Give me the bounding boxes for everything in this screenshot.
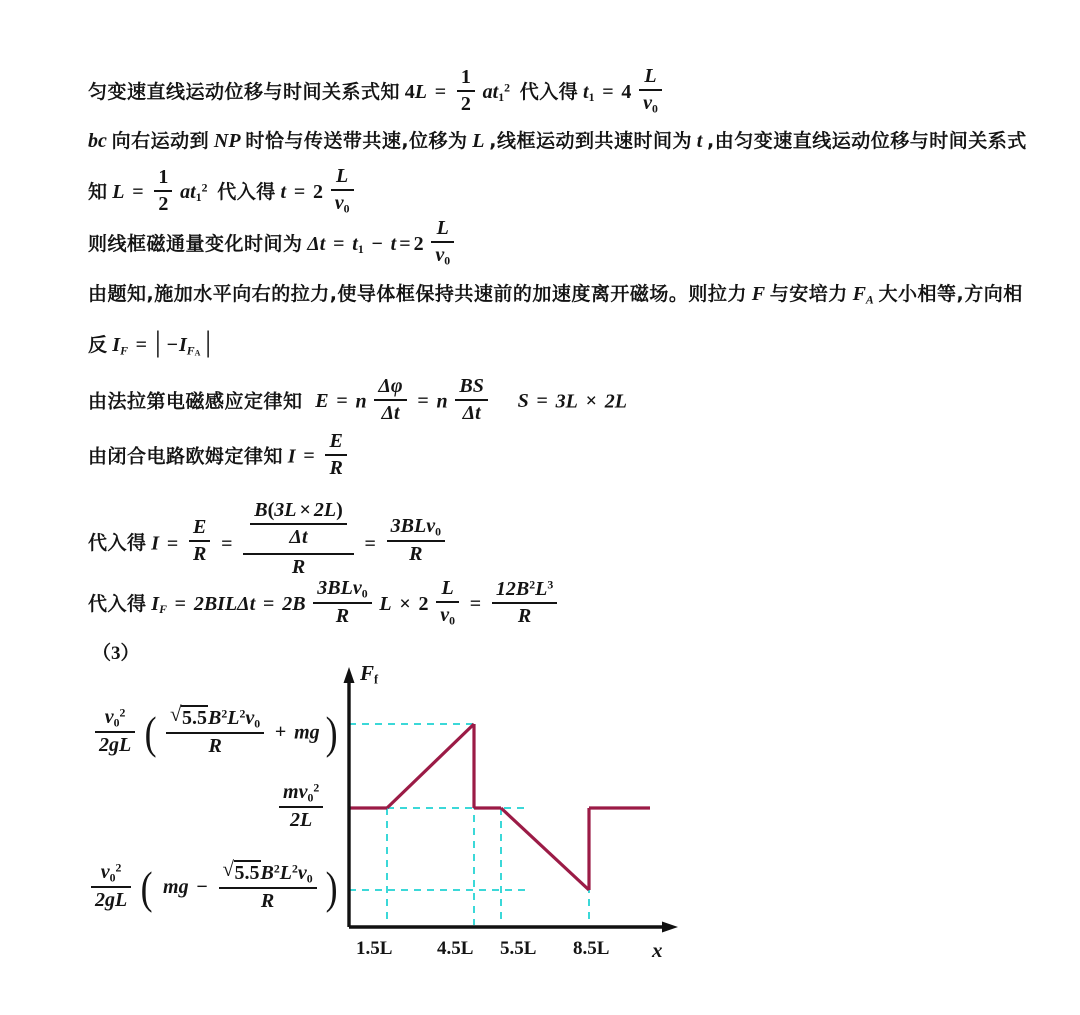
line10-f1-num — [313, 577, 371, 604]
line4-t1-sub: 1 — [357, 243, 364, 257]
line9-equals-2: = — [221, 532, 233, 555]
line10-equals-1: = — [174, 592, 187, 615]
line9-equals-3: = — [364, 532, 376, 555]
y-axis-title — [360, 661, 378, 688]
line8-den: R — [329, 457, 343, 480]
line10-IF-sub: F — [159, 603, 167, 617]
line1-text-mid: 代入得 — [519, 80, 579, 103]
line10-L-v0-fraction — [436, 577, 459, 628]
line7-fr2-num: BS — [455, 375, 487, 401]
y-low-B-sup: 2 — [273, 862, 280, 876]
line1-Lv0-fraction — [639, 65, 662, 116]
line7-equals-1: = — [336, 390, 348, 413]
line3-text-zhi: 知 — [88, 180, 108, 203]
line5-text-2: 与安培力 — [769, 283, 848, 305]
line7-E: E — [315, 390, 329, 413]
line7-n1: n — [355, 390, 367, 413]
line7-fr1-num: Δφ — [374, 375, 406, 401]
y-high-inner-den: R — [208, 735, 222, 757]
line1-fr-den-sub: 0 — [652, 102, 658, 116]
line6-minus: − — [166, 334, 178, 356]
line9-E-R-fraction — [189, 516, 210, 566]
line10-f2-den-sub: 0 — [449, 614, 456, 628]
line9-inner-2L: 2L — [313, 499, 337, 522]
y-high-outer-den: 2gL — [99, 733, 132, 756]
y-high-inner-fraction — [166, 704, 264, 758]
line3-equals-2: = — [293, 180, 306, 203]
line9-inner-paren-l: ( — [267, 499, 275, 522]
line2-NP: NP — [213, 130, 241, 152]
y-high-plus: + — [274, 721, 287, 744]
line1-fr-den — [639, 91, 662, 116]
line10-f1-num-text: 3BLv — [317, 577, 362, 600]
line9-inner-3L: 3L — [274, 499, 297, 522]
line8-equals: = — [303, 445, 315, 468]
line1-half-num: 1 — [457, 66, 475, 92]
line7-n2: n — [436, 390, 448, 413]
line7-BS-dt-fraction — [455, 375, 487, 425]
line1-t-sup: 2 — [504, 81, 510, 95]
y-low-inner-den: R — [260, 890, 275, 912]
line3-L: L — [112, 180, 125, 203]
y-high-radical — [170, 704, 208, 730]
y-high-outer-num — [95, 706, 135, 733]
line1-t-sub: 1 — [498, 91, 505, 105]
equation-line-7 — [88, 375, 628, 428]
line5-FA-sub: A — [865, 293, 874, 307]
line7-times: × — [585, 390, 598, 413]
line7-dphi-dt-fraction — [374, 375, 406, 425]
line4-text: 则线框磁通量变化时间为 — [88, 232, 303, 255]
line6-abs-bar-left: | — [154, 325, 161, 358]
line6-IFA-sub2: A — [194, 348, 201, 358]
line7-fr1-den: Δt — [381, 402, 400, 425]
line9-inner-fraction — [250, 499, 347, 549]
y-mid-v-sup: 2 — [313, 781, 320, 795]
line7-fr2-den: Δt — [462, 402, 481, 425]
y-mid-fraction — [279, 781, 323, 832]
line10-2B: 2B — [282, 592, 306, 615]
y-high-rad-value: 5.5 — [182, 707, 208, 730]
line9-I: I — [151, 532, 160, 555]
force-vs-displacement-graph — [330, 655, 690, 985]
line6-equals: = — [135, 334, 148, 356]
line7-3L: 3L — [555, 390, 578, 413]
curve-seg-falling — [501, 808, 589, 890]
y-low-v-sup: 2 — [115, 861, 122, 875]
y-high-inner-num — [166, 704, 264, 734]
y-low-radical — [223, 859, 261, 885]
line10-f3-B-sup: 2 — [529, 578, 536, 592]
y-high-v2-sub: 0 — [254, 717, 261, 731]
line1-half-den: 2 — [460, 92, 471, 115]
line7-equals-3: = — [536, 390, 548, 413]
y-mid-v-sub: 0 — [307, 791, 314, 805]
y-axis-arrow — [344, 667, 355, 683]
y-mid-den: 2L — [290, 809, 313, 831]
y-high-outer-fraction — [95, 706, 135, 757]
line10-f2-den-v: v — [440, 604, 450, 627]
line1-coefficient: 4 — [404, 80, 415, 103]
y-axis-title-base: F — [360, 661, 375, 685]
line9-equals-1: = — [166, 532, 179, 555]
y-label-high — [92, 707, 340, 761]
line1-four: 4 — [621, 80, 632, 103]
line10-f1-num-sub: 0 — [361, 587, 368, 601]
line10-text: 代入得 — [88, 592, 147, 615]
line2-bc: bc — [88, 130, 107, 152]
line4-fr-den-sub: 0 — [444, 254, 451, 268]
y-label-mid — [276, 781, 326, 835]
equation-line-4 — [88, 217, 457, 271]
line4-equals-2: = — [399, 232, 411, 255]
line9-inner-den: Δt — [289, 526, 308, 549]
line6-IFA: I — [179, 334, 187, 356]
line5-FA: F — [852, 283, 866, 305]
y-mid-num — [279, 781, 323, 808]
line1-fr-num: L — [639, 65, 662, 91]
line9-f3-den: R — [409, 543, 423, 566]
line9-nested-den: R — [291, 556, 306, 579]
line6-abs-bar-right: | — [205, 325, 212, 358]
line4-delta-t: Δt — [307, 232, 326, 255]
line6-IF: I — [112, 334, 121, 356]
line9-inner-B: B — [254, 499, 268, 522]
y-high-B: B — [208, 707, 222, 730]
line9-result-fraction — [387, 515, 445, 566]
y-high-v-sup: 2 — [119, 706, 126, 720]
line6-IF-sub: F — [120, 344, 128, 358]
y-mid-v: v — [298, 781, 308, 804]
line7-2L: 2L — [604, 390, 628, 413]
y-low-inner-fraction — [219, 859, 317, 913]
line8-text: 由闭合电路欧姆定律知 — [88, 445, 284, 468]
line10-expr1: 2BIL — [193, 592, 238, 615]
y-low-B: B — [260, 862, 274, 885]
y-high-paren-right: ) — [326, 706, 339, 758]
y-axis-title-sub: f — [374, 672, 379, 687]
line1-equals: = — [434, 80, 447, 103]
line10-two: 2 — [418, 592, 429, 615]
y-low-v: v — [100, 860, 110, 883]
line4-equals-1: = — [333, 232, 345, 255]
line10-f1-den: R — [335, 605, 350, 627]
equation-line-3 — [88, 165, 357, 219]
y-low-paren-left: ( — [140, 861, 153, 913]
line10-f3-num — [492, 578, 557, 604]
y-high-v2: v — [245, 707, 255, 730]
equation-line-2 — [88, 130, 1027, 153]
y-high-L-sup: 2 — [239, 707, 246, 721]
line1-L: L — [414, 80, 427, 103]
y-low-v2: v — [297, 862, 307, 885]
line10-f3-12B: 12B — [495, 577, 530, 600]
line9-f3-num-sub: 0 — [435, 525, 441, 539]
x-tick-label-3: 8.5L — [573, 938, 610, 959]
y-high-paren-left: ( — [144, 706, 157, 758]
line9-text: 代入得 — [88, 532, 147, 555]
line8-E-R-fraction — [325, 430, 346, 480]
line10-result-fraction — [492, 578, 557, 628]
line2-t: t — [696, 130, 703, 152]
x-tick-label-2: 5.5L — [500, 938, 537, 959]
line4-Lv0-fraction — [431, 217, 454, 268]
line4-fr-den — [431, 243, 454, 268]
y-high-v-sub: 0 — [113, 715, 120, 729]
equation-line-1 — [88, 65, 665, 119]
line8-I: I — [287, 445, 296, 468]
x-axis-title: x — [652, 938, 663, 962]
line7-S: S — [517, 390, 529, 413]
line1-equals-2: = — [602, 80, 614, 103]
line2-text-3: ,线框运动到共速时间为 — [489, 130, 692, 152]
line4-fr-den-v: v — [435, 244, 445, 267]
equation-line-8 — [88, 430, 350, 483]
y-low-L-sup: 2 — [291, 862, 298, 876]
line3-t: t — [190, 180, 196, 203]
line9-inner-num — [250, 499, 347, 525]
y-low-outer-den: 2gL — [95, 888, 128, 911]
y-mid-m: m — [283, 781, 299, 804]
line6-text-fan: 反 — [88, 334, 108, 356]
line10-delta-t: Δt — [237, 592, 256, 615]
line3-two: 2 — [312, 180, 323, 203]
line9-f1-den: R — [192, 542, 207, 565]
guide-lines — [349, 724, 589, 925]
line10-IF: I — [151, 592, 160, 615]
line9-f3-num — [387, 515, 445, 542]
curve — [349, 724, 650, 890]
y-low-outer-fraction — [91, 861, 131, 912]
line10-f2-den — [436, 603, 459, 628]
y-high-B-sup: 2 — [221, 707, 228, 721]
line10-L: L — [379, 592, 392, 615]
line3-half-den: 2 — [158, 192, 169, 215]
line9-inner-paren-r: ) — [336, 499, 343, 522]
graph-svg — [330, 655, 690, 985]
line3-fr-den-v: v — [334, 192, 344, 215]
line10-f2-num: L — [436, 577, 459, 603]
line1-t: t — [492, 80, 499, 103]
line10-f3-den: R — [517, 604, 532, 627]
line2-text-2: 时恰与传送带共速,位移为 — [245, 130, 468, 152]
line4-fr-num: L — [431, 217, 454, 243]
y-label-low — [88, 862, 340, 916]
line8-num: E — [325, 430, 346, 456]
line9-nested-num — [243, 499, 354, 555]
line5-F: F — [751, 283, 766, 305]
line10-3BLv0-R-fraction — [313, 577, 371, 628]
line4-minus: − — [371, 232, 383, 255]
line4-two: 2 — [413, 232, 424, 255]
line3-text-mid: 代入得 — [217, 180, 276, 203]
line4-t: t — [390, 232, 397, 255]
y-low-paren-right: ) — [326, 861, 339, 913]
y-low-L: L — [279, 862, 292, 885]
line3-equals: = — [132, 180, 144, 203]
line1-text-prefix: 匀变速直线运动位移与时间关系式知 — [88, 80, 401, 103]
line7-equals-2: = — [417, 390, 429, 413]
line3-half-num: 1 — [154, 166, 172, 192]
line10-equals-3: = — [469, 592, 482, 615]
line9-nested-fraction — [243, 499, 354, 579]
line3-fr-den — [331, 191, 354, 216]
line10-f3-L-sup: 3 — [547, 578, 554, 592]
y-low-mg: mg — [163, 876, 189, 899]
equation-line-5 — [88, 283, 1023, 307]
y-high-mg: mg — [294, 721, 320, 744]
y-low-inner-num — [219, 859, 317, 889]
line3-t2: t — [280, 180, 287, 203]
x-tick-label-0: 1.5L — [356, 938, 393, 959]
line3-Lv0-fraction — [331, 165, 354, 216]
line9-f1-num: E — [189, 516, 210, 542]
line9-f3-num-text: 3BLv — [390, 515, 436, 538]
equation-line-10 — [88, 577, 560, 631]
y-low-minus: − — [196, 876, 208, 899]
line5-text-3: 大小相等,方向相 — [878, 283, 1023, 305]
equation-line-9 — [88, 499, 448, 582]
line4-t1: t — [352, 232, 358, 255]
line2-text-1: 向右运动到 — [111, 130, 210, 152]
x-tick-label-1: 4.5L — [437, 938, 474, 959]
line10-equals-2: = — [263, 592, 275, 615]
line1-half-fraction — [457, 66, 475, 116]
y-low-v-sub: 0 — [109, 870, 116, 884]
x-axis-arrow — [662, 922, 678, 933]
curve-seg-rising — [387, 724, 474, 808]
line6-IFA-sub: F — [186, 344, 195, 358]
line3-t-sub: 1 — [195, 191, 202, 205]
line1-t1-sub: 1 — [588, 91, 595, 105]
y-high-L: L — [227, 707, 240, 730]
equation-line-6 — [88, 325, 211, 358]
line1-fr-den-v: v — [643, 92, 652, 115]
part-3-label: （3） — [92, 643, 140, 664]
line10-times: × — [399, 592, 411, 615]
line3-a: a — [180, 180, 191, 203]
line3-half-fraction — [154, 166, 172, 216]
line1-a: a — [482, 80, 493, 103]
y-low-rad-value: 5.5 — [234, 862, 260, 885]
line3-fr-num: L — [331, 165, 354, 191]
line1-t1: t — [583, 80, 589, 103]
y-low-v2-sub: 0 — [306, 872, 313, 886]
line9-inner-times: × — [299, 499, 311, 522]
line3-t-sup: 2 — [201, 181, 208, 195]
line10-f3-L: L — [535, 577, 548, 600]
line3-fr-den-sub: 0 — [343, 202, 350, 216]
y-high-v: v — [104, 705, 114, 728]
line5-text-1: 由题知,施加水平向右的拉力,使导体框保持共速前的加速度离开磁场。则拉力 — [88, 283, 747, 305]
line2-text-4: ,由匀变速直线运动位移与时间关系式 — [707, 130, 1027, 152]
line7-text: 由法拉第电磁感应定律知 — [88, 390, 303, 413]
y-low-outer-num — [91, 861, 131, 888]
line2-L: L — [472, 130, 485, 152]
